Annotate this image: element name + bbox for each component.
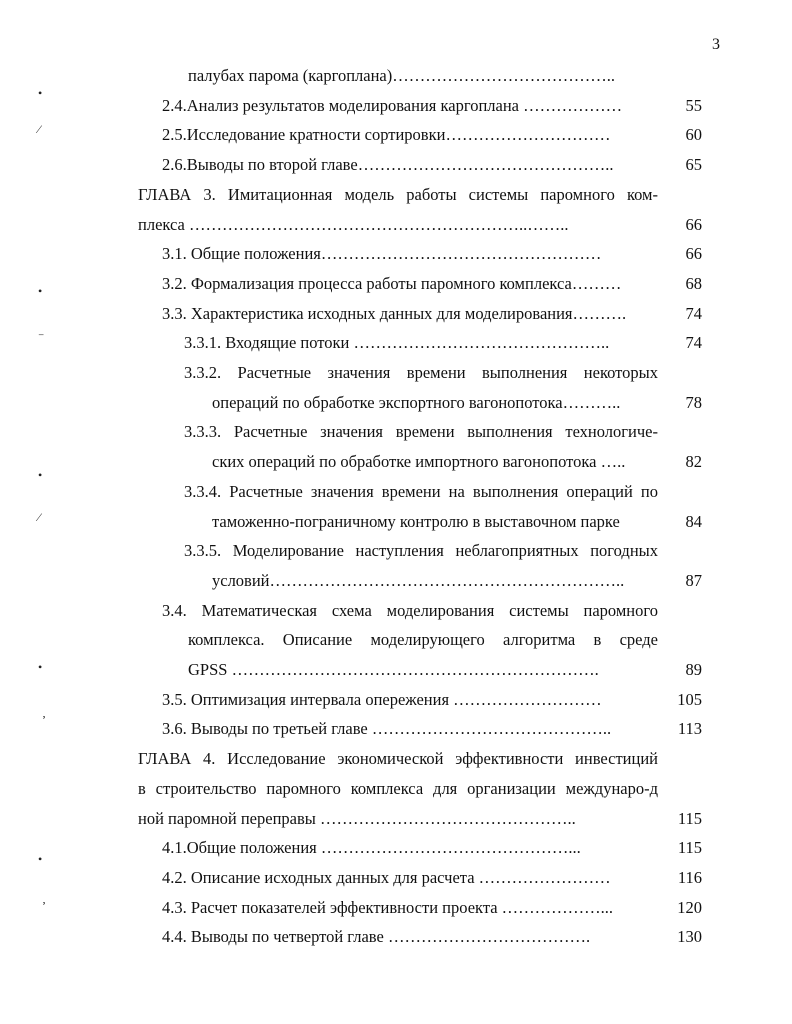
toc-entry-page: 105 xyxy=(677,689,702,709)
toc-entry-page: 115 xyxy=(677,838,702,858)
toc-entry-text: ских операций по обработке импортного вагонопотока ….. xyxy=(212,452,626,472)
toc-entry-page: 115 xyxy=(677,808,702,828)
toc-entry-page: 78 xyxy=(685,392,702,412)
scan-speck: ⁄ xyxy=(38,510,41,524)
toc-entry-text: 3.2. Формализация процесса работы паромного комплекса……… xyxy=(162,273,622,293)
scan-speck: • xyxy=(38,86,43,100)
toc-entry-text: 4.1.Общие положения ………………………………………... xyxy=(162,838,581,858)
toc-entry-page: 55 xyxy=(685,95,702,115)
toc-entry-text: 3.3.2. Расчетные значения времени выполнения некоторых xyxy=(184,363,658,382)
toc-entry-page: 116 xyxy=(677,867,702,887)
toc-entry-text: таможенно-пограничному контролю в выставочном парке xyxy=(212,511,620,531)
toc-entry-text: 3.5. Оптимизация интервала опережения ……………………… xyxy=(162,689,602,709)
scan-speck: ⁻ xyxy=(38,330,45,344)
toc-entry-text: ной паромной переправы ……………………………………….. xyxy=(138,808,576,828)
toc-entry-text: ГЛАВА 4. Исследование экономической эффективности инвестиций xyxy=(138,749,658,769)
toc-entry-text: 3.3. Характеристика исходных данных для моделирования………. xyxy=(162,303,627,323)
scan-speck: • xyxy=(38,468,43,482)
toc-entry-text: ГЛАВА 3. Имитационная модель работы системы паромного ком- xyxy=(138,184,658,204)
scan-speck: • xyxy=(38,660,43,674)
toc-entry-page: 74 xyxy=(685,333,702,353)
toc-entry-text: палубах парома (каргоплана)………………………………….. xyxy=(188,66,616,85)
toc-entry-page: 130 xyxy=(677,927,702,947)
scan-speck: • xyxy=(38,284,43,298)
scan-speck: ‚ xyxy=(42,706,46,720)
toc-entry-text: комплекса. Описание моделирующего алгоритма в среде xyxy=(188,630,658,650)
toc-entry-page: 65 xyxy=(685,155,702,175)
toc-entry-text: плекса ……………………………………………………..…….. xyxy=(138,214,569,234)
toc-entry-page: 68 xyxy=(685,273,702,293)
scan-speck: • xyxy=(38,852,43,866)
toc-entry-text: 3.3.1. Входящие потоки ……………………………………….. xyxy=(184,333,610,353)
toc-entry-text: 2.6.Выводы по второй главе……………………………………….. xyxy=(162,155,614,175)
toc-entry-text: 2.5.Исследование кратности сортировки………………………… xyxy=(162,125,611,145)
toc-entry-page: 74 xyxy=(685,303,702,323)
toc-entry-page: 87 xyxy=(685,570,702,590)
toc-entry-page: 82 xyxy=(685,452,702,472)
toc-entry-page: 89 xyxy=(685,660,702,679)
toc-entry-text: 3.3.4. Расчетные значения времени на выполнения операций по xyxy=(184,481,658,501)
toc-entry-text: 2.4.Анализ результатов моделирования каргоплана ……………… xyxy=(162,95,623,115)
toc-entry-text: операций по обработке экспортного вагонопотока……….. xyxy=(212,392,621,412)
toc-entry-text: 4.4. Выводы по четвертой главе ………………………………. xyxy=(162,927,591,947)
toc-entry-page: 84 xyxy=(685,511,702,531)
toc-entry-page: 120 xyxy=(677,897,702,917)
toc-entry-text: 3.4. Математическая схема моделирования системы паромного xyxy=(162,600,658,620)
scan-speck: ‚ xyxy=(42,892,46,906)
toc-entry-text: 3.3.3. Расчетные значения времени выполнения технологиче- xyxy=(184,422,658,442)
toc-entry-text: 4.2. Описание исходных данных для расчета …………………… xyxy=(162,867,611,887)
scan-speck: ⁄ xyxy=(38,122,41,136)
toc-entry-text: GPSS …………………………………………………………. xyxy=(188,660,599,679)
toc-entry-text: 3.3.5. Моделирование наступления неблагоприятных погодных xyxy=(184,541,658,561)
toc-entry-text: 4.3. Расчет показателей эффективности проекта ………………... xyxy=(162,897,614,917)
toc-entry-text: 3.6. Выводы по третьей главе …………………………………….. xyxy=(162,719,612,739)
toc-entry-page: 66 xyxy=(685,244,702,264)
toc-entry-text: в строительство паромного комплекса для организации междунаро-д xyxy=(138,778,658,798)
toc-entry-page: 60 xyxy=(685,125,702,145)
toc-entry-page: 66 xyxy=(685,214,702,234)
toc-entry-text: 3.1. Общие положения…………………………………………… xyxy=(162,244,602,264)
page-number: 3 xyxy=(712,36,720,53)
toc-entry-page: 113 xyxy=(677,719,702,739)
toc-entry-text: условий……………………………………………………….. xyxy=(212,570,625,590)
